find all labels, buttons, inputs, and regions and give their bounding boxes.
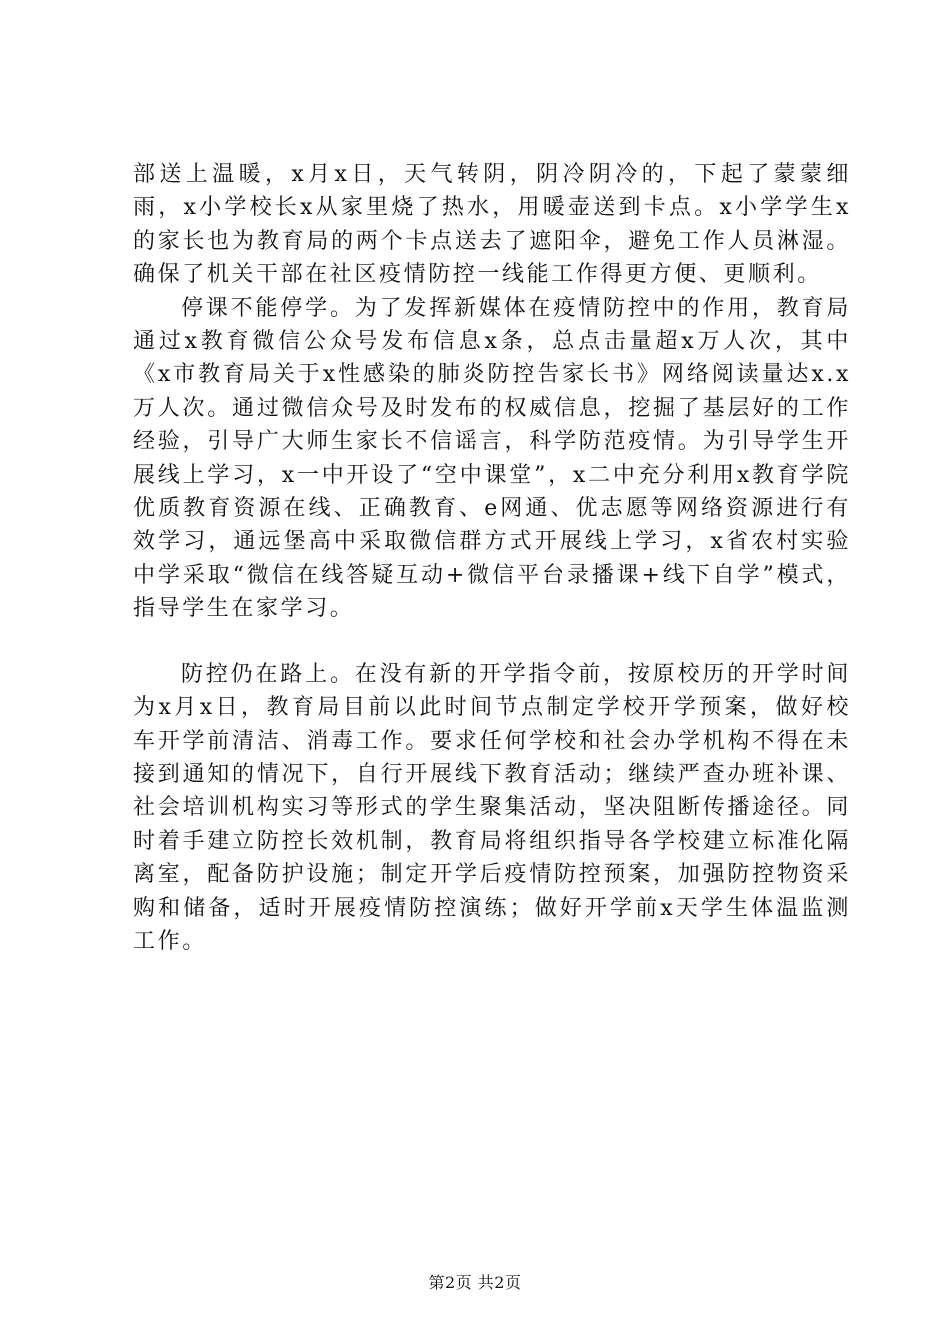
paragraph-online-learning: 停课不能停学。为了发挥新媒体在疫情防控中的作用，教育局通过x教育微信公众号发布信息x条，总点击量超x万人次，其中《x市教育局关于x性感染的肺炎防控告家长书》网络阅读量达x.x万人次。通过微信众号及时发布的权威信息，挖掘了基层好的工作经验，引导广大师生家长不信谣言，科学防范疫情。为引导学生开展线上学习，x一中开设了“空中课堂”，x二中充分利用x教育学院优质教育资源在线、正确教育、e网通、优志愿等网络资源进行有效学习，通远堡高中采取微信群方式开展线上学习，x省农村实验中学采取“微信在线答疑互动+微信平台录播课+线下自学”模式，指导学生在家学习。	[133, 295, 851, 622]
paragraph-prevention: 防控仍在路上。在没有新的开学指令前，按原校历的开学时间为x月x日，教育局目前以此时间节点制定学校开学预案，做好校车开学前清洁、消毒工作。要求任何学校和社会办学机构不得在未接到通知的情况下，自行开展线下教育活动；继续严查办班补课、社会培训机构实习等形式的学生聚集活动，坚决阻断传播途径。同时着手建立防控长效机制，教育局将组织指导各学校建立标准化隔离室，配备防护设施；制定开学后疫情防控预案，加强防控物资采购和储备，适时开展疫情防控演练；做好开学前x天学生体温监测工作。	[133, 661, 851, 954]
paragraph-continuation: 部送上温暖，x月x日，天气转阴，阴冷阴冷的，下起了蒙蒙细雨，x小学校长x从家里烧了热水，用暖壶送到卡点。x小学学生x的家长也为教育局的两个卡点送去了遮阳伞，避免工作人员淋湿。确保了机关干部在社区疫情防控一线能工作得更方便、更顺利。	[133, 162, 851, 288]
document-body	[133, 158, 851, 958]
page-footer: 第2页 共2页	[428, 1273, 522, 1292]
